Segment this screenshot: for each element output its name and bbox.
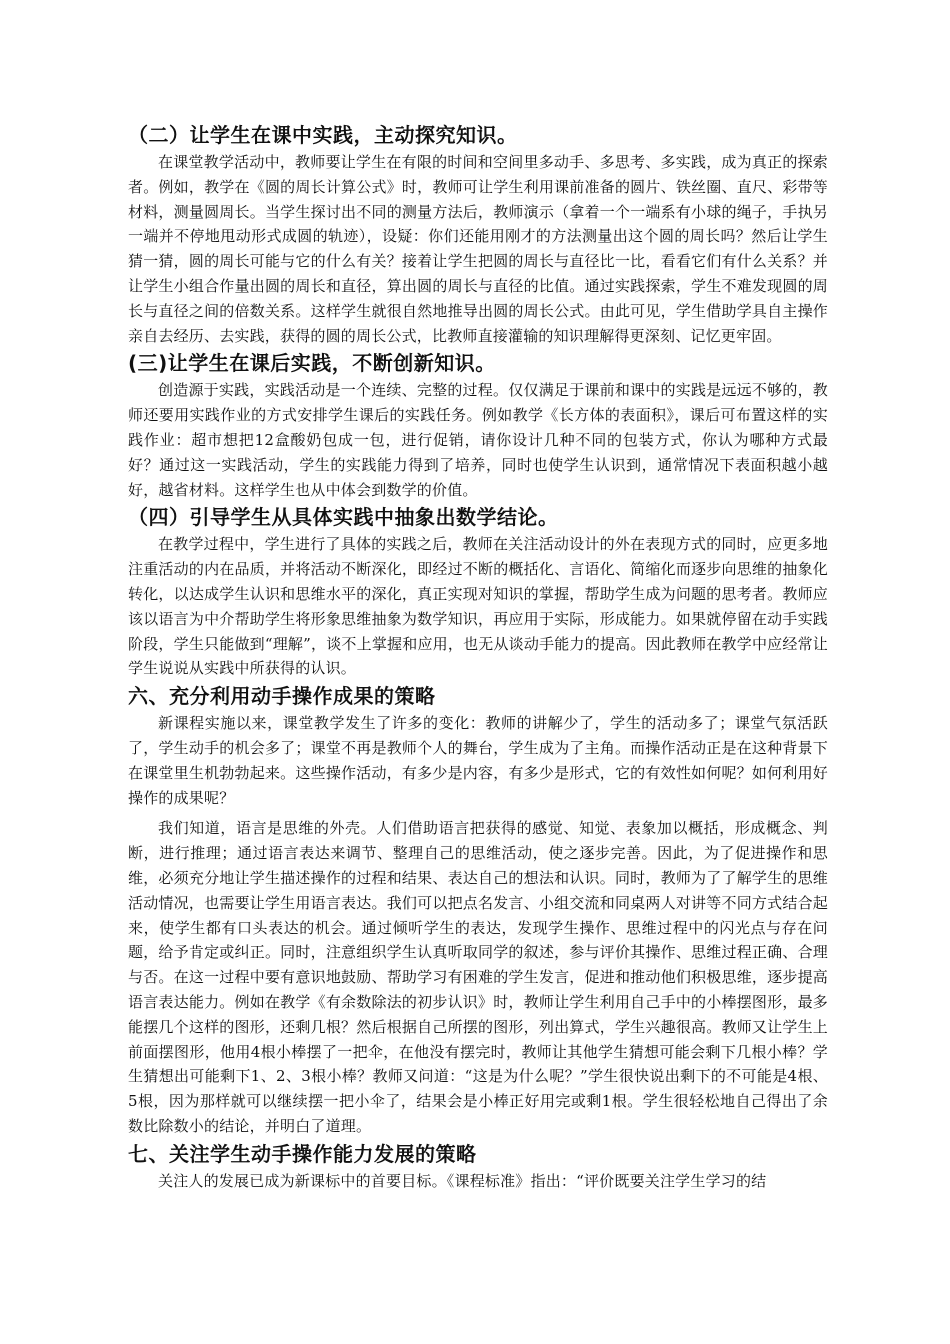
section-heading: （二）让学生在课中实践，主动探究知识。 [128,123,518,147]
body-paragraph: 在课堂教学活动中，教师要让学生在有限的时间和空间里多动手、多思考、多实践，成为真正的探索者。例如，教学在《圆的周长计算公式》时，教师可让学生利用课前准备的圆片、铁丝圈、直尺、彩带等材料，测量圆周长。当学生探讨出不同的测量方法后，教师演示（拿着一个一端系有小球的绳子，手执另一端并不停地甩动形式成圆的轨迹），设疑：你们还能用刚才的方法测量出这个圆的周长吗？然后让学生猜一猜，圆的周长可能与它的什么有关？接着让学生把圆的周长与直径比一比，看看它们有什么关系？并让学生小组合作量出圆的周长和直径，算出圆的周长与直径的比值。通过实践探索，学生不难发现圆的周长与直径之间的倍数关系。这样学生就很自然地推导出圆的周长公式。由此可见，学生借助学具自主操作亲自去经历、去实践，获得的圆的周长公式，比教师直接灌输的知识理解得更深刻、记忆更牢固。 [128,153,828,345]
body-paragraph: 关注人的发展已成为新课标中的首要目标。《课程标准》指出：“评价既要关注学生学习的结 [158,1171,767,1190]
section-heading: (三)让学生在课后实践，不断创新知识。 [128,351,496,376]
body-paragraph: 在教学过程中，学生进行了具体的实践之后，教师在关注活动设计的外在表现方式的同时，应更多地注重活动的内在品质，并将活动不断深化，即经过不断的概括化、言语化、简缩化而逐步向思维的抽象化转化，以达成学生认识和思维水平的深化，真正实现对知识的掌握，帮助学生成为问题的思考者。教师应该以语言为中介帮助学生将形象思维抽象为数学知识，再应用于实际，形成能力。如果就停留在动手实践阶段，学生只能做到“理解”，谈不上掌握和应用，也无从谈动手能力的提高。因此教师在教学中应经常让学生说说从实践中所获得的认识。 [128,535,828,678]
body-paragraph: 新课程实施以来，课堂教学发生了许多的变化：教师的讲解少了，学生的活动多了；课堂气氛活跃了，学生动手的机会多了；课堂不再是教师个人的舞台，学生成为了主角。而操作活动正是在这种背景下在课堂里生机勃勃起来。这些操作活动，有多少是内容，有多少是形式，它的有效性如何呢？如何利用好操作的成果呢？ [128,714,828,807]
document-body [128,120,828,1193]
body-paragraph: 创造源于实践，实践活动是一个连续、完整的过程。仅仅满足于课前和课中的实践是远远不够的，教师还要用实践作业的方式安排学生课后的实践任务。例如教学《长方体的表面积》，课后可布置这样的实践作业：超市想把12盒酸奶包成一包，进行促销，请你设计几种不同的包装方式，你认为哪种方式最好？通过这一实践活动，学生的实践能力得到了培养，同时也使学生认识到，通常情况下表面积越小越好，越省材料。这样学生也从中体会到数学的价值。 [128,381,828,499]
section-heading: （四）引导学生从具体实践中抽象出数学结论。 [128,505,559,530]
section-heading: 七、关注学生动手操作能力发展的策略 [128,1141,477,1166]
body-paragraph: 我们知道，语言是思维的外壳。人们借助语言把获得的感觉、知觉、表象加以概括，形成概念、判断，进行推理；通过语言表达来调节、整理自己的思维活动，使之逐步完善。因此，为了促进操作和思维，必须充分地让学生描述操作的过程和结果、表达自己的想法和认识。同时，教师为了了解学生的思维活动情况，也需要让学生用语言表达。我们可以把点名发言、小组交流和同桌两人对讲等不同方式结合起来，使学生都有口头表达的机会。通过倾听学生的表达，发现学生操作、思维过程中的闪光点与存在问题，给予肯定或纠正。同时，注意组织学生认真听取同学的叙述，参与评价其操作、思维过程正确、合理与否。在这一过程中要有意识地鼓励、帮助学习有困难的学生发言，促进和推动他们积极思维，逐步提高语言表达能力。例如在教学《有余数除法的初步认识》时，教师让学生利用自己手中的小棒摆图形，最多能摆几个这样的图形，还剩几根？然后根据自己所摆的图形，列出算式，学生兴趣很高。教师又让学生上前面摆图形，他用4根小棒摆了一把伞，在他没有摆完时，教师让其他学生猜想可能会剩下几根小棒？学生猜想出可能剩下1、2、3根小棒？教师又问道：“这是为什么呢？”学生很快说出剩下的不可能是4根、5根，因为那样就可以继续摆一把小伞了，结果会是小棒正好用完或剩1根。学生很轻松地自己得出了余数比除数小的结论，并明白了道理。 [128,819,828,1135]
section-heading: 六、充分利用动手操作成果的策略 [128,684,436,709]
